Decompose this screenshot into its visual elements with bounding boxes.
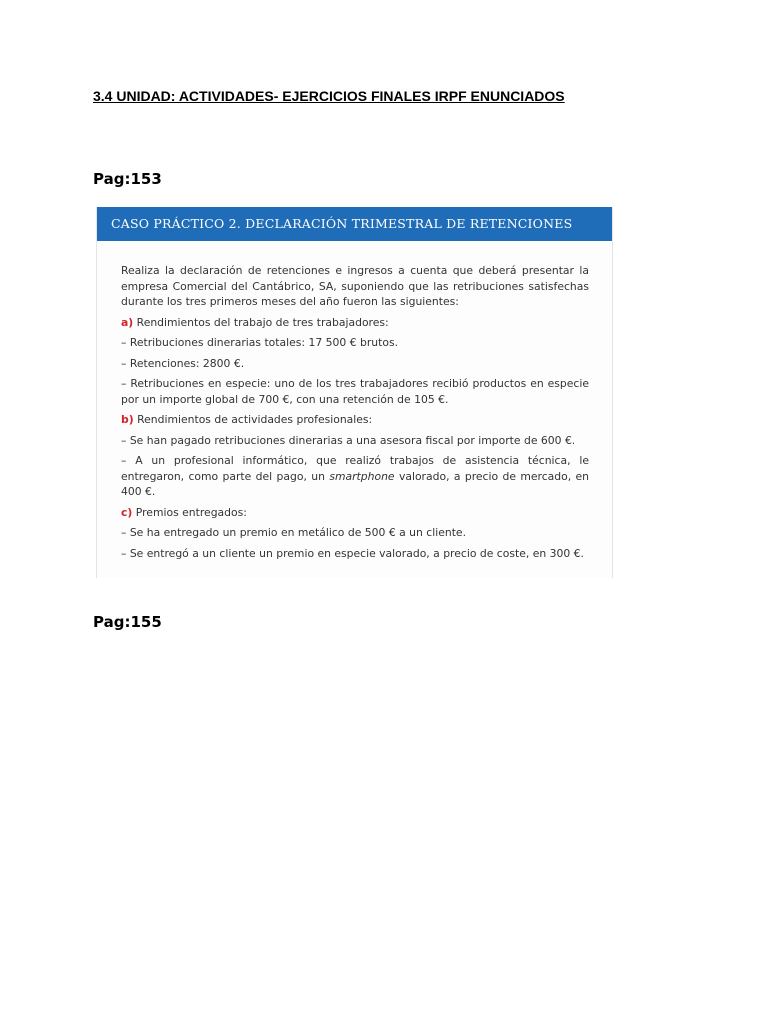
section-a-item: – Retribuciones dinerarias totales: 17 500 € brutos. xyxy=(121,336,399,349)
section-b-item: – Se han pagado retribuciones dinerarias a una asesora fiscal por importe de 600 €. xyxy=(121,433,576,447)
section-c-title: Premios entregados: xyxy=(135,505,247,519)
section-b-item xyxy=(121,453,589,500)
section-b-item-text: – A un profesional informático, que realizó trabajos de asistencia técnica, le entregaron, como parte del pago, un xyxy=(121,454,589,483)
case-study-body xyxy=(97,241,612,561)
section-a-title: Rendimientos del trabajo de tres trabajadores: xyxy=(136,315,389,329)
section-b-title: Rendimientos de actividades profesionales: xyxy=(137,413,373,426)
section-c-heading xyxy=(121,505,589,521)
section-b-marker: b) xyxy=(121,413,134,426)
section-c-item: – Se entregó a un cliente un premio en especie valorado, a precio de coste, en 300 €. xyxy=(121,546,584,560)
section-a-heading xyxy=(121,315,589,331)
document-title: 3.4 UNIDAD: ACTIVIDADES- EJERCICIOS FINALES IRPF ENUNCIADOS xyxy=(93,88,565,104)
section-b-heading xyxy=(121,412,589,428)
page-reference-153: Pag:153 xyxy=(93,170,162,188)
section-b-item-text: valorado, a precio de mercado, en 400 €. xyxy=(121,469,590,498)
page-reference-155: Pag:155 xyxy=(93,613,162,631)
section-c-marker: c) xyxy=(121,505,133,519)
section-a-item: – Retenciones: 2800 €. xyxy=(121,356,245,370)
section-a-marker: a) xyxy=(121,315,134,329)
case-study-header: CASO PRÁCTICO 2. DECLARACIÓN TRIMESTRAL DE RETENCIONES xyxy=(97,207,612,241)
section-b-item-italic: smartphone xyxy=(329,469,395,483)
intro-paragraph: Realiza la declaración de retenciones e ingresos a cuenta que deberá presentar la empresa Comercial del Cantábrico, SA, suponiendo que las retribuciones satisfechas durante los tres primeros meses del año fueron las siguientes: xyxy=(121,264,589,308)
section-c-item: – Se ha entregado un premio en metálico de 500 € a un cliente. xyxy=(121,526,467,539)
textbook-excerpt-image xyxy=(96,207,613,578)
section-a-item: – Retribuciones en especie: uno de los tres trabajadores recibió productos en especie por un importe global de 700 €, con una retención de 105 €. xyxy=(121,377,589,406)
